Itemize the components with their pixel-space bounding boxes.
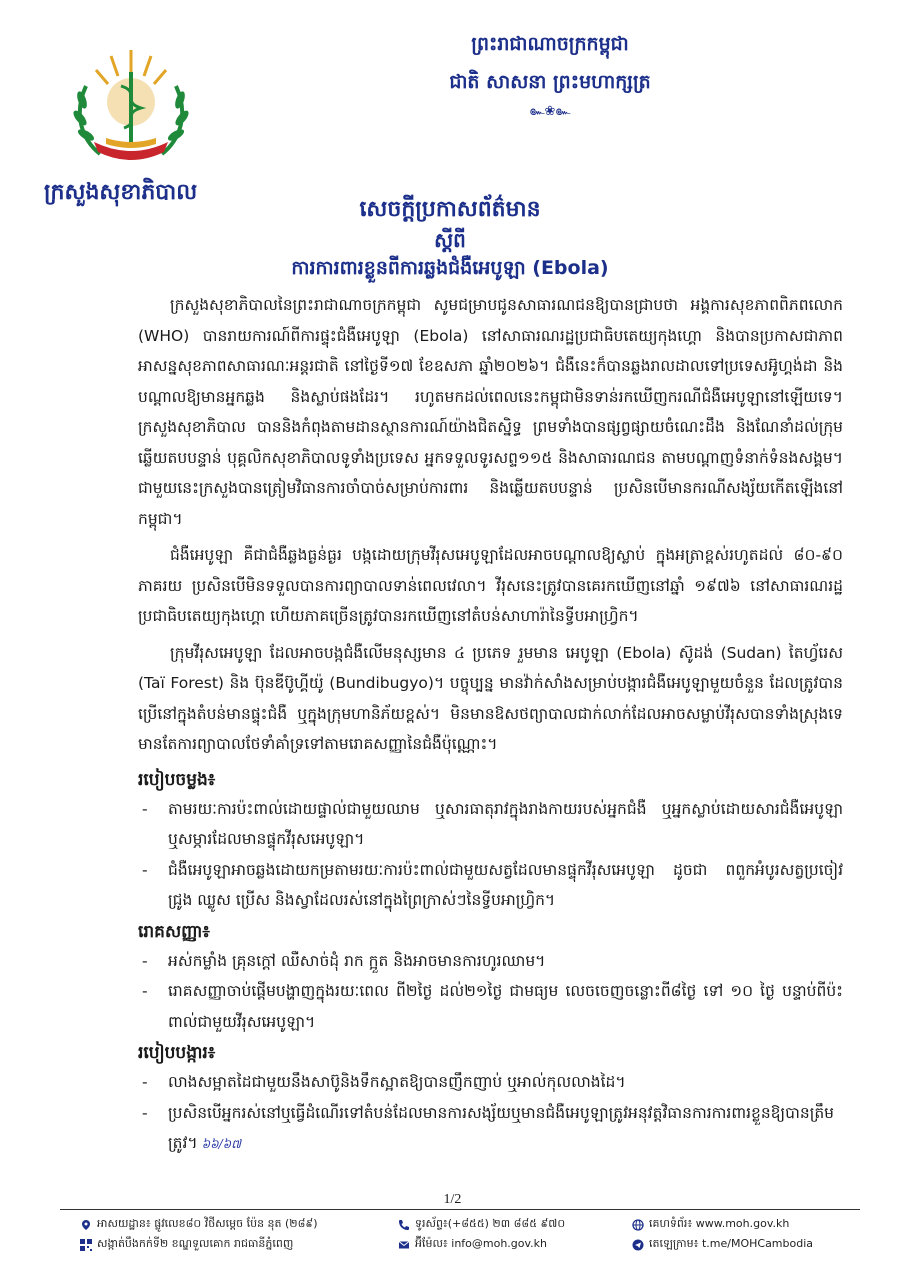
list-item: - ជំងឺអេបូឡាអាចឆ្លងដោយកម្រតាមរយៈការប៉ះពាល់ជាមួយសត្វដែលមានផ្ទុកវីរុសអេបូឡា ដូចជា ពពួកអំបូរសត្វប្រចៀវ ជ្រូង ឈ្លូស ប្រើស និងស្វាដែលរស់នៅក្នុងព្រៃក្រាស់ៗនៃទ្វីបអាហ្វ្រិក។ bbox=[142, 860, 843, 909]
section-heading-symptoms: រោគសញ្ញា៖ bbox=[138, 921, 210, 942]
list-item: - រោគសញ្ញាចាប់ផ្តើមបង្ហាញក្នុងរយៈពេល ពី២ថ្ងៃ ដល់២១ថ្ងៃ ជាមធ្យម លេចចេញចន្លោះពី៨ថ្ងៃ ទៅ ១០ ថ្ងៃ បន្ទាប់ពីប៉ះពាល់ជាមួយវីរុសអេបូឡា។ bbox=[142, 982, 843, 1031]
document-subtitle: ស្តីពី bbox=[434, 228, 466, 252]
phone-icon bbox=[398, 1219, 410, 1231]
ministry-name: ក្រសួងសុខាភិបាល bbox=[44, 180, 198, 205]
document-title: សេចក្តីប្រកាសព័ត៌មាន bbox=[359, 197, 541, 222]
address-line2: សង្កាត់បឹងកក់ទី២ ខណ្ឌទួលគោក រាជធានីភ្នំពេញ bbox=[97, 1237, 294, 1250]
transmission-list bbox=[138, 794, 843, 916]
national-motto: ជាតិ សាសនា ព្រះមហាក្សត្រ bbox=[449, 71, 651, 93]
email-address[interactable]: អ៊ីម៉ែល៖ info@moh.gov.kh bbox=[415, 1237, 548, 1250]
prevention-list bbox=[138, 1067, 843, 1160]
page-number: 1/2 bbox=[443, 1192, 462, 1207]
list-item: - អស់កម្លាំង គ្រុនក្តៅ ឈឺសាច់ដុំ រាក ក្អួត និងអាចមានការហូរឈាម។ bbox=[142, 951, 546, 970]
document-topic: ការការពារខ្លួនពីការឆ្លងជំងឺអេបូឡា (Ebola) bbox=[291, 257, 609, 279]
ornament-divider: ๛❀๛ bbox=[529, 104, 571, 119]
paragraph: ក្រសួងសុខាភិបាលនៃព្រះរាជាណាចក្រកម្ពុជា សូមជម្រាបជូនសាធារណជនឱ្យបានជ្រាបថា អង្គការសុខភាពពិភពលោក (WHO) បានរាយការណ៍ពីការផ្ទុះជំងឺអេបូឡា (Ebola) នៅសាធារណរដ្ឋប្រជាធិបតេយ្យកុងហ្គោ និងបានប្រកាសជាភាពអាសន្នសុខភាពសាធារណៈអន្តរជាតិ នៅថ្ងៃទី១៧ ខែឧសភា ឆ្នាំ២០២៦។ ជំងឺនេះក៏បានឆ្លងរាលដាលទៅប្រទេសអ៊ូហ្គង់ដា និងបណ្តាលឱ្យមានអ្នកឆ្លង និងស្លាប់ផងដែរ។ រហូតមកដល់ពេលនេះកម្ពុជាមិនទាន់រកឃើញករណីជំងឺអេបូឡានៅឡើយទេ។ ក្រសួងសុខាភិបាល បាននិងកំពុងតាមដានស្ថានការណ៍យ៉ាងជិតស្និទ្ធ ព្រមទាំងបានផ្សព្វផ្សាយចំណេះដឹង និងណែនាំដល់ក្រុមឆ្លើយតបបន្ទាន់ បុគ្គលិកសុខាភិបាលទូទាំងប្រទេស អ្នកទទួលទូរសព្ទ១១៥ និងសាធារណជន តាមបណ្តាញទំនាក់ទំនងសង្គម។ ជាមួយនេះក្រសួងបានត្រៀមវិធានការចាំបាច់សម្រាប់ការពារ និងឆ្លើយតបបន្ទាន់ ប្រសិនបើមានករណីសង្ស័យកើតឡើងនៅកម្ពុជា។ bbox=[138, 296, 843, 528]
paragraph: ជំងឺអេបូឡា គឺជាជំងឺឆ្លងធ្ងន់ធ្ងរ បង្កដោយក្រុមវីរុសអេបូឡាដែលអាចបណ្តាលឱ្យស្លាប់ ក្នុងអត្រាខ្ពស់រហូតដល់ ៨០-៩០ ភាគរយ ប្រសិនបើមិនទទួលបានការព្យាបាលទាន់ពេលវេលា។ វីរុសនេះត្រូវបានគេរកឃើញនៅឆ្នាំ ១៩៧៦ នៅសាធារណរដ្ឋប្រជាធិបតេយ្យកុងហ្គោ ហើយភាគច្រើនត្រូវបានរកឃើញនៅតំបន់សាហារ៉ានៃទ្វីបអាហ្វ្រិក។ bbox=[138, 546, 843, 625]
list-item: - ប្រសិនបើអ្នករស់នៅឬធ្វើដំណើរទៅតំបន់ដែលមានការសង្ស័យឬមានជំងឺអេបូឡាត្រូវអនុវត្តវិធានការការពារខ្លួនឱ្យបានត្រឹមត្រូវ។ ៦៦/៦៧ bbox=[142, 1103, 835, 1152]
footer-divider bbox=[60, 1209, 860, 1210]
globe-icon bbox=[632, 1219, 644, 1231]
phone-number: ទូរស័ព្ទ៖(+៨៥៥) ២៣ ៨៨៥ ៩៧០ bbox=[415, 1217, 566, 1230]
email-icon bbox=[398, 1239, 410, 1251]
kingdom-title: ព្រះរាជាណាចក្រកម្ពុជា bbox=[471, 33, 629, 55]
ministry-logo bbox=[66, 42, 196, 172]
address-line1: អាសយដ្ឋាន៖ ផ្លូវលេខ៨០ វិថីសម្តេច ប៉ែន នុត (២៨៩) bbox=[97, 1217, 318, 1230]
section-heading-transmission: របៀបចម្លង៖ bbox=[138, 769, 216, 790]
symptoms-list bbox=[138, 946, 843, 1038]
list-item: - តាមរយៈការប៉ះពាល់ដោយផ្ទាល់ជាមួយឈាម ឬសារធាតុរាវក្នុងរាងកាយរបស់អ្នកជំងឺ ឬអ្នកស្លាប់ដោយសារជំងឺអេបូឡា ឬសម្ភារដែលមានផ្ទុកវីរុសអេបូឡា។ bbox=[142, 799, 843, 848]
paragraph: ក្រុមវីរុសអេបូឡា ដែលអាចបង្កជំងឺលើមនុស្សមាន ៤ ប្រភេទ រួមមាន អេបូឡា (Ebola) ស៊ូដង់ (Sudan) តៃហ្វ័រេស (Taï Forest) និង ប៊ុនឌីប៊ូហ្គីយ៉ូ (Bundibugyo)។ បច្ចុប្បន្ន មានវ៉ាក់សាំងសម្រាប់បង្ការជំងឺអេបូឡាមួយចំនួន ដែលត្រូវបានប្រើនៅក្នុងតំបន់មានផ្ទុះជំងឺ ឬក្នុងក្រុមហានិភ័យខ្ពស់។ មិនមានឱសថព្យាបាលជាក់លាក់ដែលអាចសម្លាប់វីរុសបានទាំងស្រុងទេ មានតែការព្យាបាលថែទាំគាំទ្រទៅតាមរោគសញ្ញានៃជំងឺប៉ុណ្ណោះ។ bbox=[138, 643, 843, 753]
qr-code-icon bbox=[80, 1239, 92, 1251]
telegram-link[interactable]: តេឡេក្រាម៖ t.me/MOHCambodia bbox=[649, 1237, 814, 1250]
website-link[interactable]: គេហទំព័រ៖ www.moh.gov.kh bbox=[649, 1217, 790, 1230]
initials-signature: ៦៦/៦៧ bbox=[201, 1137, 241, 1151]
location-icon bbox=[80, 1219, 92, 1231]
telegram-icon bbox=[632, 1239, 644, 1251]
list-item: - លាងសម្អាតដៃជាមួយនឹងសាប៊ូនិងទឹកស្អាតឱ្យបានញឹកញាប់ ឬអាល់កុលលាងដៃ។ bbox=[142, 1073, 626, 1091]
section-heading-prevention: របៀបបង្ការ៖ bbox=[138, 1043, 216, 1063]
document-body bbox=[138, 290, 843, 1162]
footer bbox=[0, 1213, 905, 1273]
